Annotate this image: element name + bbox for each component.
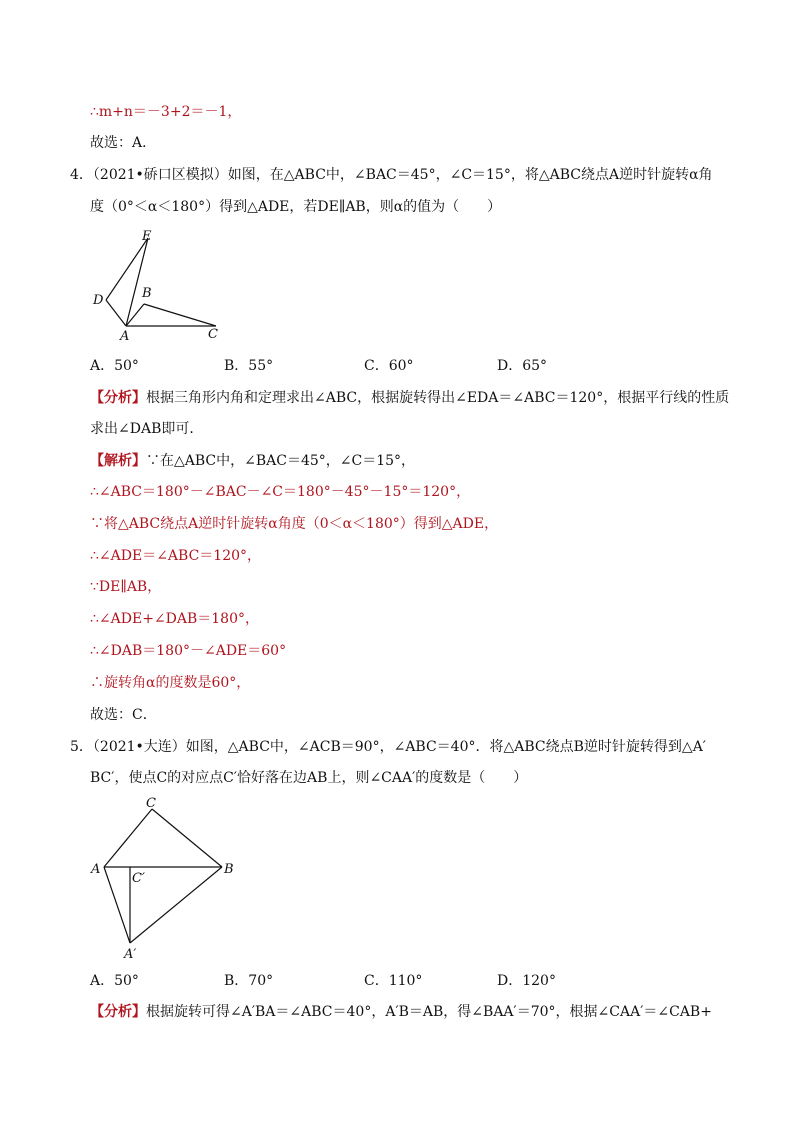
vertex-label-a: A xyxy=(91,862,101,877)
solution-line-7: ∴∠DAB＝180°－∠ADE＝60° xyxy=(90,643,287,659)
option-a: A．50° xyxy=(90,358,139,374)
solution-line-1 xyxy=(90,451,415,471)
figure-q5-triangle-diagram xyxy=(88,795,248,965)
vertex-label-c: C xyxy=(208,327,218,342)
analysis-tag: 【分析】 xyxy=(90,1004,146,1020)
analysis-line-1 xyxy=(90,1002,712,1022)
solution-text: ∵在△ABC中，∠BAC＝45°，∠C＝15°， xyxy=(146,453,416,469)
vertex-label-c-prime: C′ xyxy=(132,871,145,886)
vertex-label-c: C xyxy=(146,796,156,811)
option-c: C．110° xyxy=(364,973,423,989)
solution-line-5: ∵DE∥AB， xyxy=(90,579,162,595)
solution-line-2: ∴∠ABC＝180°－∠BAC－∠C＝180°－45°－15°＝120°， xyxy=(90,484,471,500)
figure-q4-triangle-diagram xyxy=(88,228,228,344)
question-5-line-1: 5．（2021•大连）如图，△ABC中，∠ACB＝90°，∠ABC＝40°．将△ABC绕点B逆时针旋转得到△A′ xyxy=(70,739,706,755)
solution-line-4: ∴∠ADE＝∠ABC＝120°， xyxy=(90,548,262,564)
solution-line-6: ∴∠ADE+∠DAB＝180°， xyxy=(90,611,259,627)
vertex-label-d: D xyxy=(93,293,104,308)
analysis-text: 根据旋转可得∠A′BA＝∠ABC＝40°，A′B＝AB，得∠BAA′＝70°，根据∠CAA′＝∠CAB+ xyxy=(146,1004,712,1020)
solution-line-8: ∴旋转角α的度数是60°， xyxy=(90,675,251,691)
analysis-text: 根据三角形内角和定理求出∠ABC，根据旋转得出∠EDA＝∠ABC＝120°，根据平行线的性质 xyxy=(146,390,730,406)
question-4-line-1: 4．（2021•硚口区模拟）如图，在△ABC中，∠BAC＝45°，∠C＝15°，将△ABC绕点A逆时针旋转α角 xyxy=(70,167,713,183)
option-d: D．65° xyxy=(497,358,548,374)
option-c: C．60° xyxy=(364,358,414,374)
option-d: D．120° xyxy=(497,973,556,989)
text-line: ∴m+n＝－3+2＝－1， xyxy=(90,104,242,120)
analysis-line-2: 求出∠DAB即可． xyxy=(90,421,204,437)
vertex-label-b: B xyxy=(142,286,152,301)
text-line: 故选：A． xyxy=(90,135,157,151)
answer-line: 故选：C． xyxy=(90,707,157,723)
solution-tag: 【解析】 xyxy=(90,453,146,469)
analysis-line-1 xyxy=(90,388,729,408)
vertex-label-e: E xyxy=(142,229,152,244)
vertex-label-b: B xyxy=(224,862,234,877)
vertex-label-a-prime: A′ xyxy=(124,947,137,962)
question-5-line-2: BC′，使点C的对应点C′恰好落在边AB上，则∠CAA′的度数是（ ） xyxy=(90,770,528,786)
option-b: B．55° xyxy=(224,358,274,374)
question-4-line-2: 度（0°＜α＜180°）得到△ADE，若DE∥AB，则α的值为（ ） xyxy=(90,199,502,215)
solution-line-3: ∵将△ABC绕点A逆时针旋转α角度（0＜α＜180°）得到△ADE， xyxy=(90,516,499,532)
analysis-tag: 【分析】 xyxy=(90,390,146,406)
vertex-label-a: A xyxy=(120,329,130,344)
option-a: A．50° xyxy=(90,973,139,989)
option-b: B．70° xyxy=(224,973,274,989)
